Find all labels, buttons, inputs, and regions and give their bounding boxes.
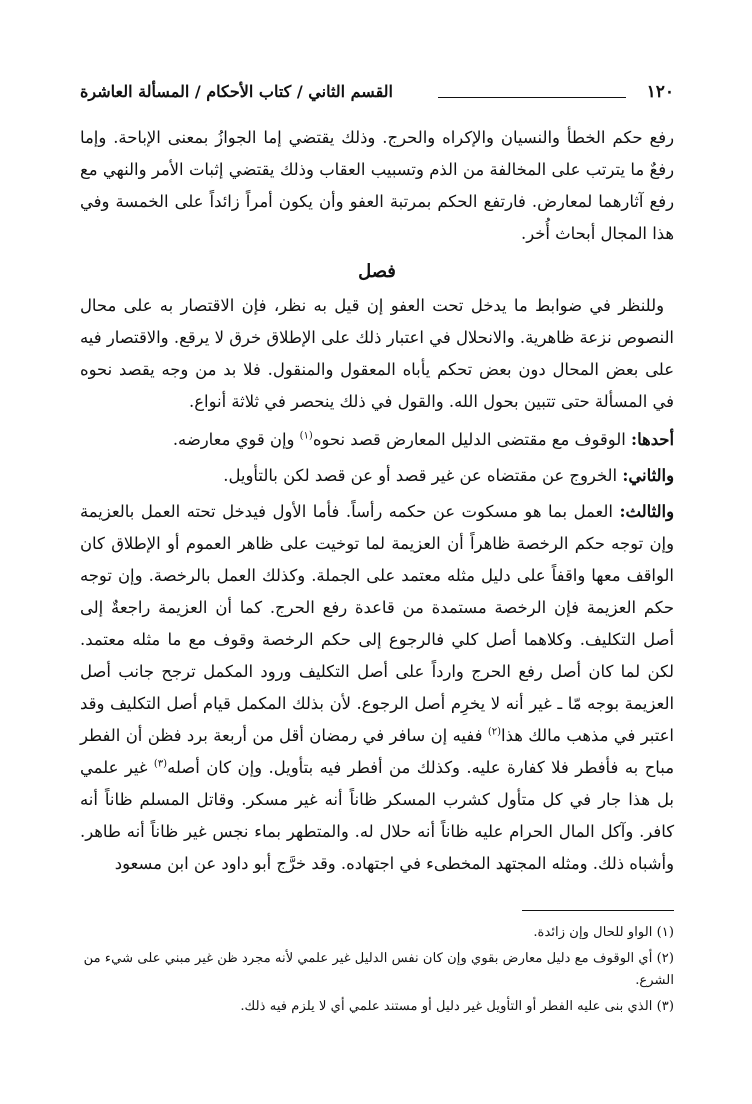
header-rule (438, 97, 626, 98)
list-item-third (80, 496, 674, 880)
item-text-after: وإن قوي معارضه. (172, 430, 300, 449)
footnote-3: (٣) الذي بنى عليه الفطر أو التأويل غير دليل أو مستند علمي أي لا يلزم فيه ذلك. (240, 999, 674, 1014)
section-paragraph: وللنظر في ضوابط ما يدخل تحت العفو إن قيل به نظر، فإن الاقتصار به على محال النصوص نزعة ظاهرية. والانحلال في اعتبار ذلك على الإطلاق خرق لا يرقع. والاقتصار فيه على بعض المحال دون بعض تحكم يأباه المعقول والمنقول. فلا بد من وجه يقصد نحوه في المسألة حتى تتبين بحول الله. والقول في ذلك ينحصر في ثلاثة أنواع. (80, 296, 674, 411)
item-text: العمل بما هو مسكوت عن حكمه رأساً. فأما الأول فيدخل تحته العمل بالعزيمة وإن توجه حكم الرخصة ظاهراً أن العزيمة لما توخيت على ظاهر العموم أو الإطلاق كان الواقف معها واقفاً على دليل مثله معتمد على الجملة. وكذلك العمل بالرخصة. وإن توجه حكم العزيمة فإن الرخصة مستمدة من قاعدة رفع الحرج. كما أن العزيمة راجعةٌ إلى أصل التكليف. وكلاهما أصل كلي فالرجوع إلى حكم الرخصة وقوف مع ما مثله معتمد. لكن لما كان أصل رفع الحرج وارداً على أصل التكليف ورود المكمل ترجح جانب أصل العزيمة بوجه مّا ـ غير أنه لا يخرِم أصل الرجوع. لأن بذلك المكمل قيام أصل التكليف وقد اعتبر في مذهب مالك هذا (80, 502, 674, 745)
page-header (80, 80, 674, 112)
page-number: ١٢٠ (646, 82, 674, 102)
footnote-1: (١) الواو للحال وإن زائدة. (533, 925, 674, 940)
footnote-ref: (١) (299, 430, 313, 442)
item-text-after: ففيه إن سافر في رمضان أقل من أربعة برد فظن أن الفطر مباح به فأفطر فلا كفارة عليه. وكذلك من أفطر فيه بتأويل. وإن كان أصله (80, 726, 674, 777)
item-text: الخروج عن مقتضاه عن غير قصد أو عن قصد لكن بالتأويل. (223, 466, 618, 485)
footnote-ref: (٣) (153, 758, 168, 770)
footnotes (80, 922, 674, 1022)
item-label: والثالث: (619, 502, 674, 521)
list-item-first (80, 424, 674, 456)
item-label: أحدها: (631, 430, 674, 449)
running-title: القسم الثاني / كتاب الأحكام / المسألة العاشرة (80, 82, 393, 101)
footnote-2: (٢) أي الوقوف مع دليل معارض بقوي وإن كان نفس الدليل غير علمي لأنه مجرد ظن غير مبني على شيء من الشرع. (83, 951, 674, 988)
item-label: والثاني: (622, 466, 674, 485)
main-text (80, 122, 674, 880)
footnote-ref: (٢) (487, 726, 502, 738)
section-heading: فصل (358, 261, 396, 282)
item-text: الوقوف مع مقتضى الدليل المعارض قصد نحوه (312, 430, 626, 449)
intro-paragraph: رفع حكم الخطأ والنسيان والإكراه والحرج. وذلك يقتضي إما الجوازُ بمعنى الإباحة. وإما رفعٌ ما يترتب على المخالفة من الذم وتسبيب العقاب وذلك يقتضي إثبات الأمر والنهي مع رفع آثارهما لمعارض. فارتفع الحكم بمرتبة العفو وأن يكون أمراً زائداً على الخمسة وفي هذا المجال أبحاث أُخر. (80, 128, 674, 243)
continuation-text: غير علمي بل هذا جار في كل متأول كشرب المسكر ظاناً أنه غير مسكر. وقاتل المسلم ظاناً أنه كافر. وآكل المال الحرام عليه ظاناً أنه حلال له. والمتطهر بماء نجس غير ظاناً أنه طاهر. وأشباه ذلك. ومثله المجتهد المخطىء في اجتهاده. وقد خرَّج أبو داود عن ابن مسعود (80, 758, 674, 873)
footnote-separator (522, 910, 674, 911)
list-item-second (80, 460, 674, 492)
